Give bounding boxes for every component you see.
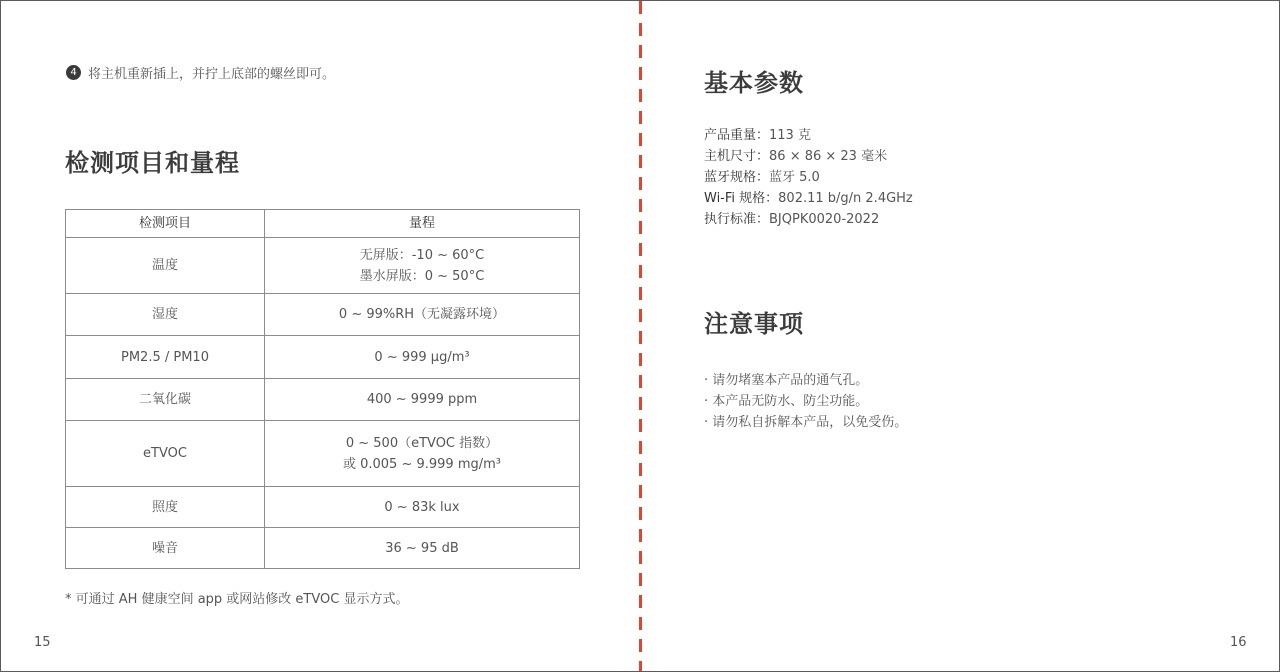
notes-title: 注意事项 [704, 310, 804, 338]
table-cell-range [265, 528, 580, 569]
range-line: 无屏版：-10 ~ 60°C [359, 247, 485, 263]
table-row [66, 238, 580, 294]
table-cell-range [265, 379, 580, 421]
range-line: 或 0.005 ~ 9.999 mg/m³ [342, 456, 502, 472]
table-cell-range [265, 294, 580, 336]
table-row [66, 379, 580, 421]
detection-range-table [65, 209, 580, 569]
range-line: 0 ~ 999 μg/m³ [374, 349, 470, 365]
param-row [704, 209, 913, 230]
table-header-row [66, 210, 580, 238]
table-cell-item: 湿度 [66, 294, 265, 336]
param-row [704, 167, 913, 188]
table-cell-item: 噪音 [66, 528, 265, 569]
param-row [704, 125, 913, 146]
params-list [704, 125, 913, 230]
param-label: 蓝牙规格： [704, 170, 770, 185]
range-line: 墨水屏版：0 ~ 50°C [359, 268, 485, 284]
range-line: 0 ~ 500（eTVOC 指数） [345, 435, 499, 451]
page-number-left: 15 [34, 635, 51, 650]
param-label: 产品重量： [704, 128, 770, 143]
param-value: 113 克 [769, 128, 811, 143]
table-header-range: 量程 [265, 210, 580, 238]
param-value: 86 × 86 × 23 毫米 [769, 149, 888, 164]
param-label: 执行标准： [704, 212, 770, 227]
table-cell-item: 温度 [66, 238, 265, 294]
param-value: BJQPK0020-2022 [769, 212, 880, 227]
param-row [704, 188, 913, 209]
table-row [66, 336, 580, 379]
note-item: · 请勿堵塞本产品的通气孔。 [704, 373, 869, 388]
table-row [66, 294, 580, 336]
table-row [66, 487, 580, 528]
param-value: 802.11 b/g/n 2.4GHz [778, 191, 913, 206]
table-cell-item: PM2.5 / PM10 [66, 336, 265, 379]
param-row [704, 146, 913, 167]
detection-range-title: 检测项目和量程 [65, 149, 240, 177]
range-line: 36 ~ 95 dB [385, 540, 459, 556]
table-cell-item: 二氧化碳 [66, 379, 265, 421]
notes-list [704, 370, 907, 433]
param-label: 主机尺寸： [704, 149, 770, 164]
page-number-right: 16 [1230, 635, 1247, 650]
table-header-item: 检测项目 [66, 210, 265, 238]
range-line: 0 ~ 99%RH（无凝露环境） [338, 307, 506, 322]
note-item: · 请勿私自拆解本产品，以免受伤。 [704, 415, 908, 430]
page-divider [639, 1, 642, 671]
table-cell-range [265, 238, 580, 294]
basic-params-title: 基本参数 [704, 69, 804, 97]
range-line: 400 ~ 9999 ppm [366, 392, 478, 407]
step-text: 将主机重新插上，并拧上底部的螺丝即可。 [88, 67, 336, 82]
table-cell-range [265, 487, 580, 528]
table-row [66, 528, 580, 569]
range-line: 0 ~ 83k lux [384, 499, 460, 515]
note-item: · 本产品无防水、防尘功能。 [704, 394, 869, 409]
param-value: 蓝牙 5.0 [769, 170, 820, 185]
table-cell-range [265, 336, 580, 379]
right-page [643, 1, 1279, 671]
left-page [1, 1, 639, 671]
step-note [66, 63, 335, 82]
table-cell-range [265, 421, 580, 487]
footnote: * 可通过 AH 健康空间 app 或网站修改 eTVOC 显示方式。 [65, 592, 409, 607]
step-number-badge: 4 [66, 65, 81, 80]
table-cell-item: eTVOC [66, 421, 265, 487]
param-label: Wi-Fi 规格： [704, 191, 779, 206]
table-row [66, 421, 580, 487]
table-cell-item: 照度 [66, 487, 265, 528]
